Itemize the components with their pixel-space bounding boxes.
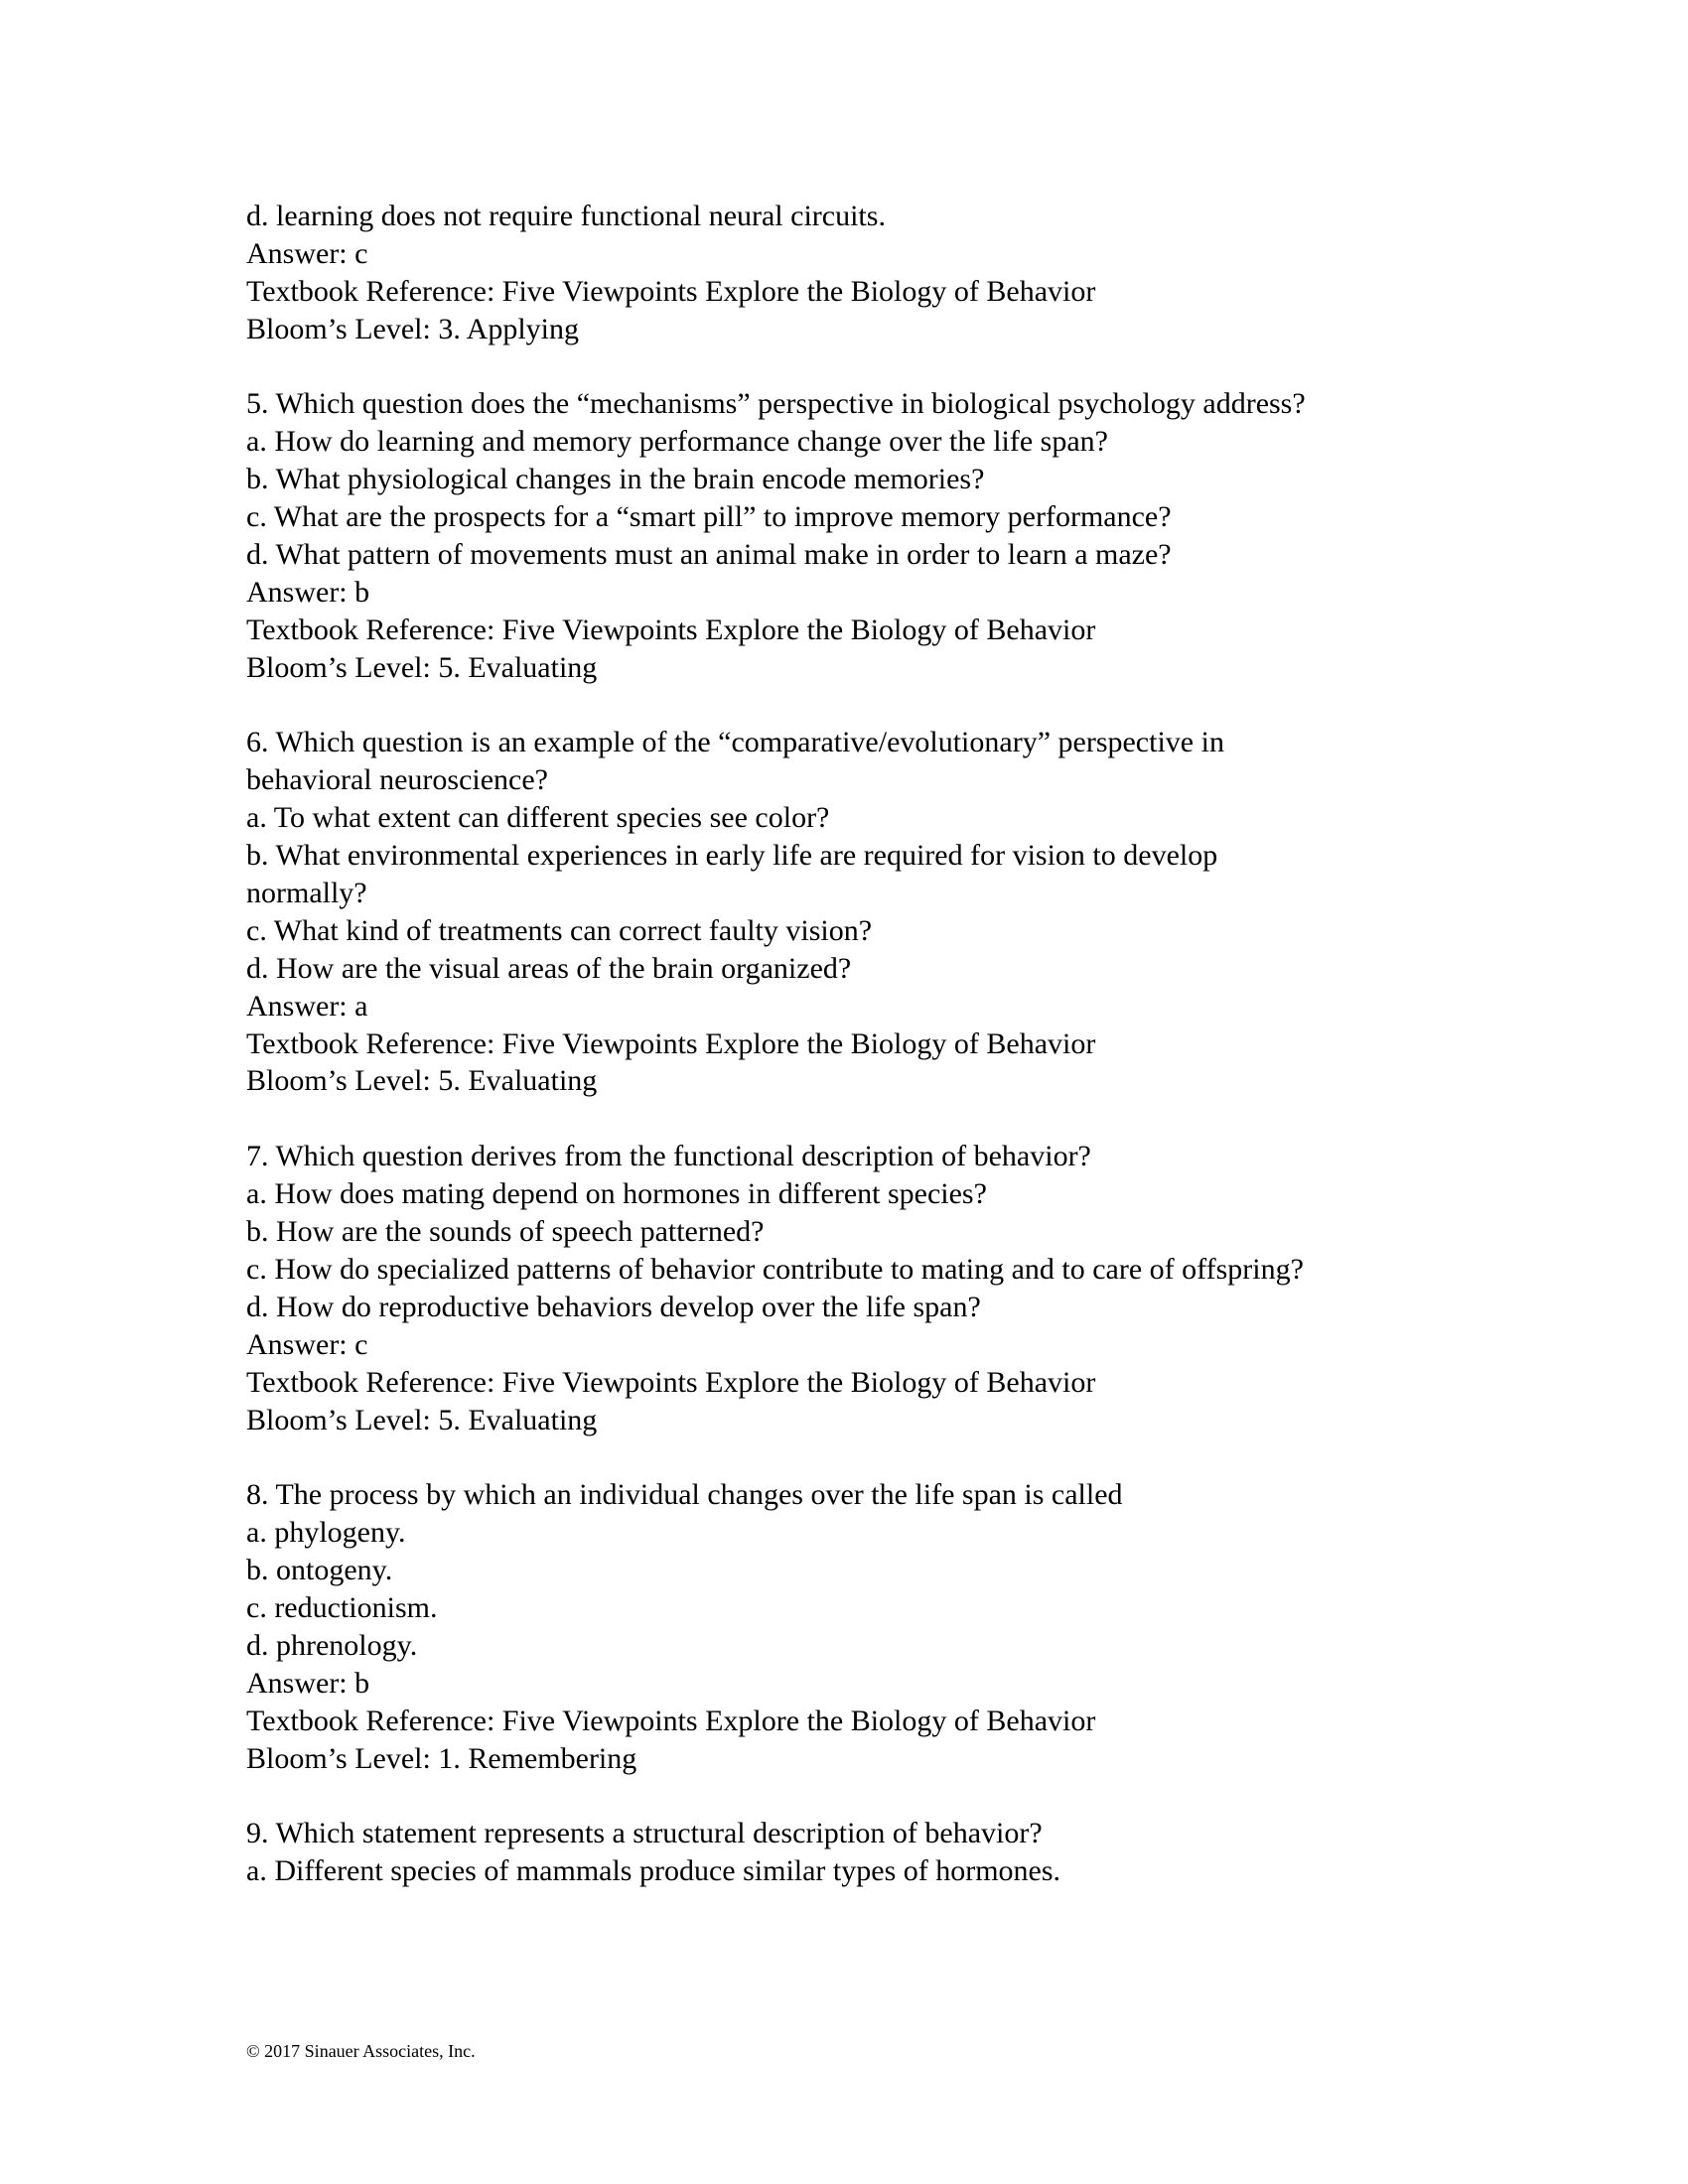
question-block [246, 198, 1537, 348]
text-line: 6. Which question is an example of the “comparative/evolutionary” perspective in [246, 726, 1224, 759]
question-block [246, 1138, 1537, 1438]
text-line: 7. Which question derives from the functional description of behavior? [246, 1140, 1091, 1173]
text-line: d. How are the visual areas of the brain organized? [246, 951, 852, 985]
text-line: c. reductionism. [246, 1590, 438, 1624]
text-line: Answer: c [246, 1327, 368, 1361]
text-line: Answer: c [246, 236, 368, 270]
text-line: 9. Which statement represents a structural description of behavior? [246, 1817, 1043, 1850]
text-line: b. How are the sounds of speech patterned? [246, 1215, 765, 1249]
question-block [246, 385, 1537, 686]
text-line: a. phylogeny. [246, 1516, 406, 1550]
text-line: Answer: a [246, 989, 368, 1023]
question-block [246, 724, 1537, 1100]
block-spacer [246, 1777, 1537, 1815]
text-line: Textbook Reference: Five Viewpoints Explore the Biology of Behavior [246, 274, 1096, 308]
text-line: Bloom’s Level: 5. Evaluating [246, 650, 598, 684]
text-line: Textbook Reference: Five Viewpoints Explore the Biology of Behavior [246, 1026, 1096, 1060]
text-line: a. To what extent can different species see color? [246, 801, 830, 835]
text-line: behavioral neuroscience? [246, 763, 548, 797]
document-body [246, 198, 1537, 1890]
text-line: d. phrenology. [246, 1628, 418, 1662]
text-line: d. How do reproductive behaviors develop over the life span? [246, 1290, 981, 1323]
text-line: 8. The process by which an individual changes over the life span is called [246, 1478, 1123, 1512]
text-line: b. What environmental experiences in early life are required for vision to develop [246, 839, 1218, 873]
block-spacer [246, 1438, 1537, 1476]
text-line: normally? [246, 877, 367, 910]
text-line: Bloom’s Level: 1. Remembering [246, 1741, 637, 1775]
text-line: Textbook Reference: Five Viewpoints Explore the Biology of Behavior [246, 613, 1096, 646]
text-line: Answer: b [246, 575, 370, 609]
text-line: b. ontogeny. [246, 1554, 393, 1587]
text-line: a. How does mating depend on hormones in different species? [246, 1177, 987, 1211]
text-line: Textbook Reference: Five Viewpoints Explore the Biology of Behavior [246, 1704, 1096, 1737]
text-line: c. How do specialized patterns of behavior contribute to mating and to care of offspring? [246, 1252, 1304, 1286]
block-spacer [246, 348, 1537, 386]
text-line: d. learning does not require functional neural circuits. [246, 200, 886, 232]
copyright-footer: © 2017 Sinauer Associates, Inc. [246, 2041, 476, 2061]
block-spacer [246, 1100, 1537, 1138]
text-line: d. What pattern of movements must an animal make in order to learn a maze? [246, 538, 1172, 572]
text-line: a. How do learning and memory performance change over the life span? [246, 425, 1108, 459]
text-line: Answer: b [246, 1666, 370, 1700]
text-line: Bloom’s Level: 3. Applying [246, 312, 579, 345]
text-line: c. What are the prospects for a “smart pill” to improve memory performance? [246, 500, 1172, 534]
text-line: 5. Which question does the “mechanisms” perspective in biological psychology address? [246, 387, 1306, 421]
text-line: b. What physiological changes in the brain encode memories? [246, 463, 985, 496]
text-line: a. Different species of mammals produce similar types of hormones. [246, 1854, 1061, 1888]
text-line: c. What kind of treatments can correct faulty vision? [246, 913, 873, 947]
text-line: Bloom’s Level: 5. Evaluating [246, 1403, 598, 1436]
text-line: Bloom’s Level: 5. Evaluating [246, 1064, 598, 1098]
text-line: Textbook Reference: Five Viewpoints Explore the Biology of Behavior [246, 1365, 1096, 1399]
block-spacer [246, 687, 1537, 725]
question-block [246, 1476, 1537, 1777]
question-block [246, 1815, 1537, 1890]
